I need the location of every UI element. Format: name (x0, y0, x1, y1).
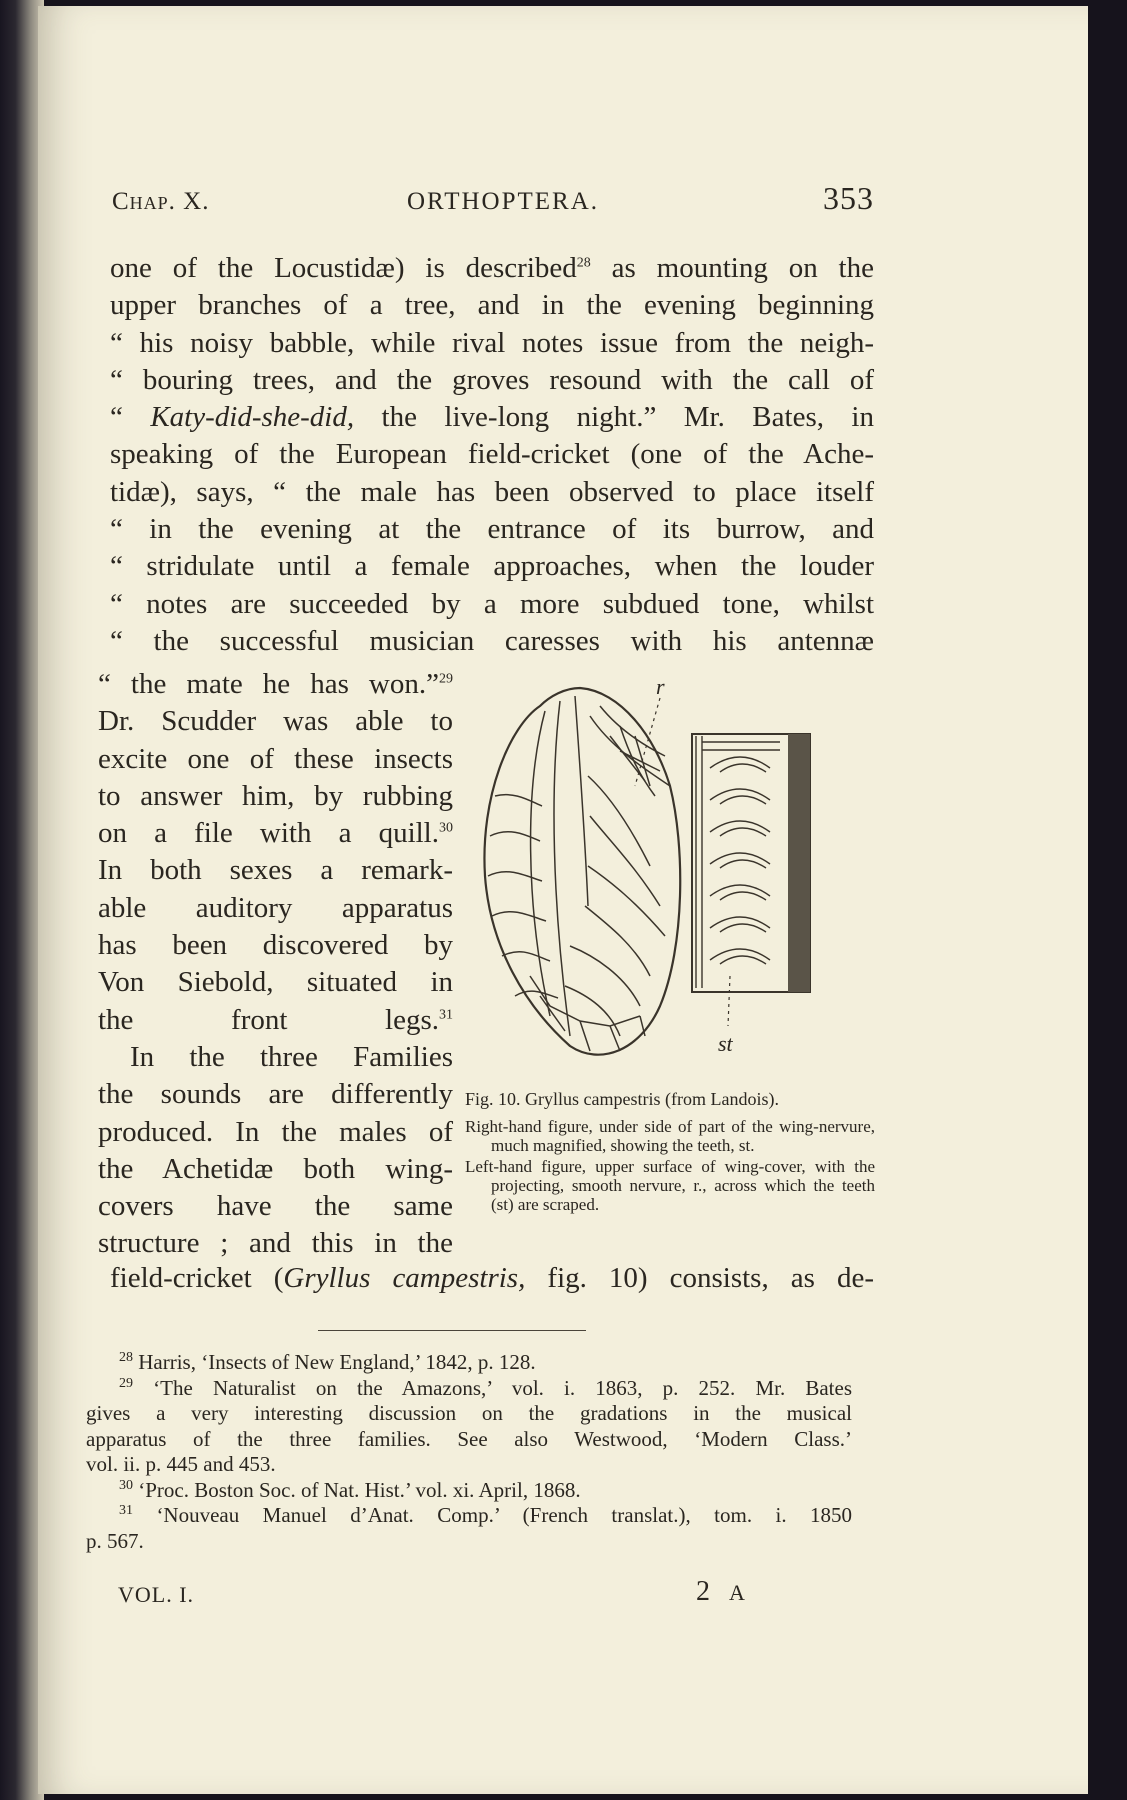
footnote-number: 30 (119, 1477, 133, 1493)
footnote-30: $^{30}$ ‘Proc. Boston Soc. of Nat. Hist.’ vol. xi. April, 1868. (119, 1477, 581, 1502)
body-line: “ the mate he has won.”$^{29}$ (98, 668, 453, 700)
body-line: able auditory apparatus (98, 891, 453, 924)
body-text-top (110, 250, 874, 660)
body-line: Von Siebold, situated in (98, 966, 453, 999)
body-text-wrapped (98, 666, 453, 1263)
label-r: r (656, 676, 665, 699)
body-line: field-cricket (Gryllus campestris, fig. 10) consists, as de- (110, 1262, 874, 1294)
body-line: “ in the evening at the entrance of its burrow, and (110, 513, 874, 546)
body-line: speaking of the European field-cricket (one of the Ache- (110, 438, 874, 471)
chapter-label: Chap. X. (112, 188, 210, 215)
footnotes (86, 1350, 852, 1554)
label-r-leader (635, 698, 660, 786)
body-line: structure ; and this in the (98, 1227, 453, 1260)
footnote-ref: 31 (439, 1007, 453, 1023)
header-title: ORTHOPTERA. (407, 188, 600, 215)
body-line: “ bouring trees, and the groves resound with the call of (110, 363, 874, 396)
footnote-number: 29 (119, 1375, 133, 1391)
footnote-ref: 28 (576, 255, 591, 271)
body-text-bottom (110, 1260, 874, 1297)
body-line: In both sexes a remark- (98, 854, 453, 887)
body-line: the front legs.$^{31}$ (98, 1003, 453, 1036)
footnote-31: $^{31}$ ‘Nouveau Manuel d’Anat. Comp.’ (French translat.), tom. i. 1850 p. 567. (86, 1503, 853, 1553)
body-line: the sounds are differently (98, 1078, 453, 1111)
body-line: to answer him, by rubbing (98, 779, 453, 812)
figure-caption (465, 1090, 875, 1216)
body-line: “ the successful musician caresses with his antennæ (110, 624, 874, 657)
footnote-number: 28 (119, 1350, 133, 1365)
body-line: on a file with a quill.$^{30}$ (98, 817, 453, 850)
body-line: “ Katy-did-she-did, the live-long night.” Mr. Bates, in (110, 401, 874, 434)
nervure-illustration (692, 734, 810, 992)
footnote-28: $^{28}$ Harris, ‘Insects of New England,’ 1842, p. 128. (119, 1350, 536, 1374)
footnote-ref: 30 (439, 820, 453, 836)
caption-title: Fig. 10. Gryllus campestris (from Landois). (465, 1089, 779, 1109)
label-st: st (718, 1031, 733, 1056)
signature-mark: 2 A (696, 1576, 751, 1607)
body-line: “ stridulate until a female approaches, when the louder (110, 550, 874, 583)
page-number: 353 (823, 180, 874, 216)
body-line: the Achetidæ both wing- (98, 1152, 453, 1185)
italic-text: Katy-did-she-did, (150, 401, 355, 434)
footnote-number: 31 (119, 1503, 133, 1518)
running-header (112, 180, 874, 224)
italic-text: Gryllus campestris, (283, 1262, 526, 1294)
figure-gryllus-wing (470, 676, 870, 1076)
body-line: one of the Locustidæ) is described$^{28}$ as mounting on the (110, 252, 874, 284)
wing-cover-illustration (484, 688, 680, 1055)
caption-right-figure: Right-hand figure, under side of part of the wing-nervure, much magnified, showing the teeth, st. (465, 1117, 875, 1155)
body-line: Dr. Scudder was able to (98, 705, 453, 738)
footnote-separator (318, 1330, 586, 1331)
body-line: upper branches of a tree, and in the evening beginning (110, 289, 874, 322)
body-line: In the three Families (130, 1040, 453, 1073)
body-line: “ his noisy babble, while rival notes issue from the neigh- (110, 326, 874, 359)
volume-label: VOL. I. (118, 1582, 195, 1607)
caption-left-figure: Left-hand figure, upper surface of wing-cover, with the projecting, smooth nervure, r., across which the teeth (st) are scraped. (465, 1157, 875, 1214)
body-line: excite one of these insects (98, 742, 453, 775)
footnote-29: $^{29}$ ‘The Naturalist on the Amazons,’ vol. i. 1863, p. 252. Mr. Bates gives a very interesting discussion on the gradations in the musical apparatus of the three families. See also Westwood, ‘Modern Class.’ vol. ii. p. 445 and 453. (86, 1375, 853, 1476)
body-line: “ notes are succeeded by a more subdued tone, whilst (110, 587, 874, 620)
body-line: has been discovered by (98, 929, 453, 962)
footnote-ref: 29 (439, 671, 453, 687)
body-line: produced. In the males of (98, 1115, 453, 1148)
body-line: covers have the same (98, 1190, 453, 1223)
body-line: tidæ), says, “ the male has been observed to place itself (110, 475, 874, 508)
